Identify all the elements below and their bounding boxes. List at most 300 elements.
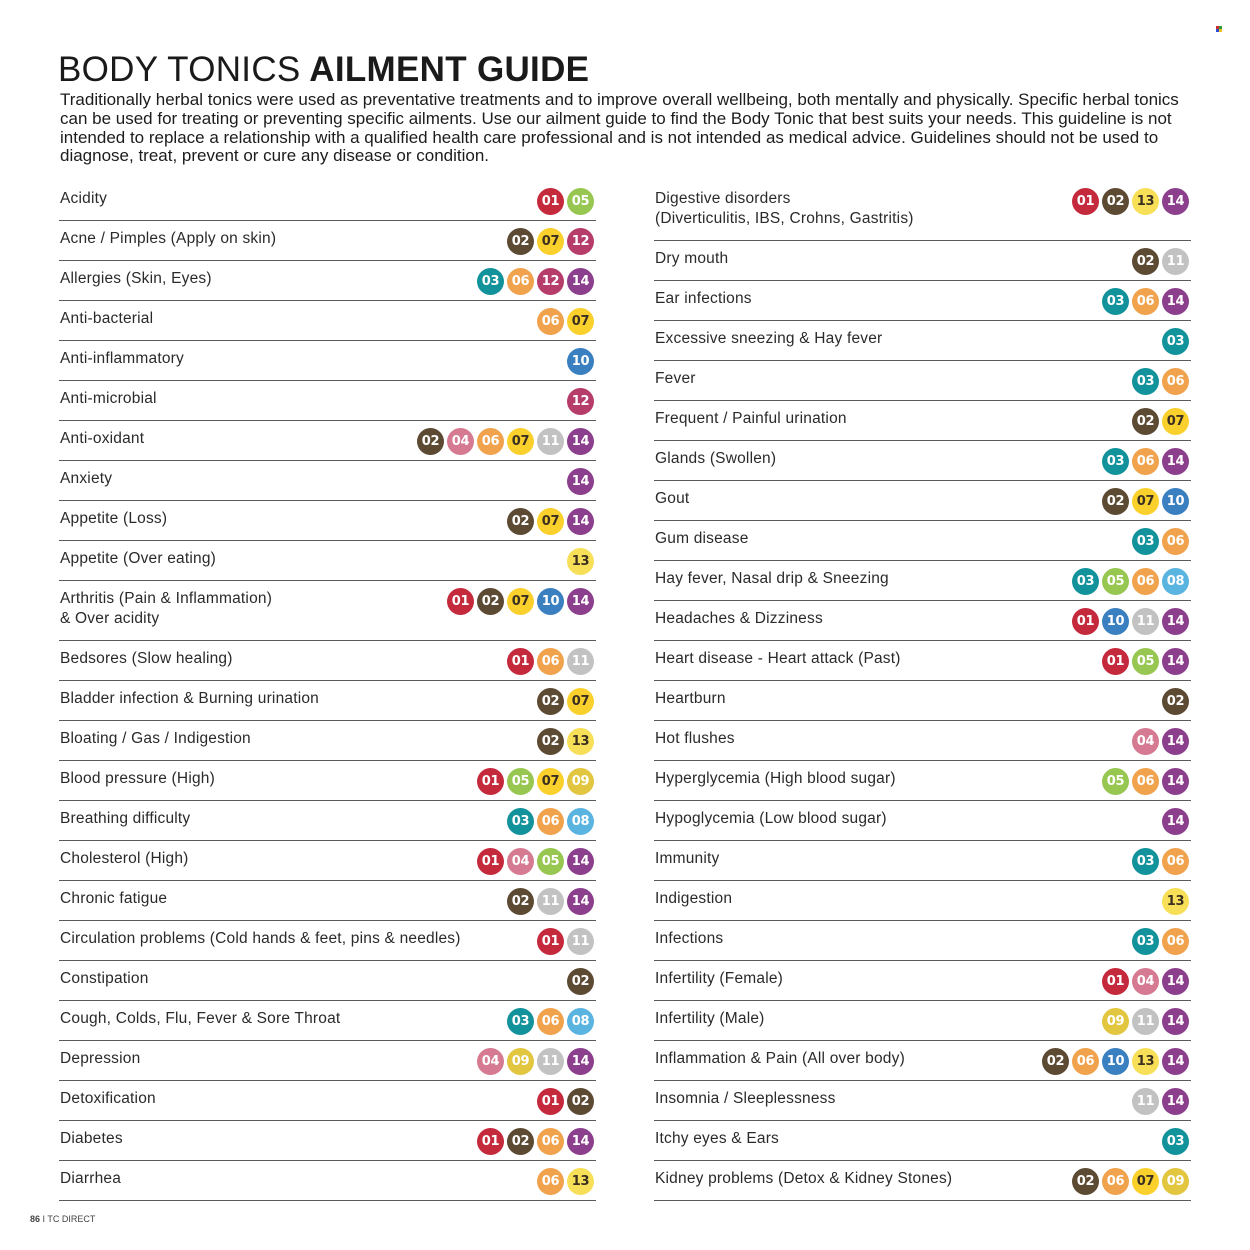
- ailment-label: [655, 769, 1055, 789]
- tonic-badges: [477, 848, 594, 875]
- ailment-label-line: Acne / Pimples (Apply on skin): [60, 230, 277, 247]
- tonic-badge: 01: [537, 188, 564, 215]
- ailment-row: [654, 1161, 1191, 1201]
- ailment-row: [59, 681, 596, 721]
- ailment-label-line: Frequent / Painful urination: [655, 410, 847, 427]
- ailment-row: [654, 761, 1191, 801]
- tonic-badge: 12: [567, 228, 594, 255]
- ailment-label-line: Heartburn: [655, 690, 726, 707]
- ailment-label: [655, 1129, 1055, 1149]
- tonic-badges: [1102, 768, 1189, 795]
- tonic-badges: [537, 1168, 594, 1195]
- tonic-badges: [537, 188, 594, 215]
- tonic-badge: 02: [537, 728, 564, 755]
- ailment-row: [59, 921, 596, 961]
- tonic-badge: 14: [567, 1048, 594, 1075]
- ailment-label-line: Appetite (Over eating): [60, 550, 217, 567]
- tonic-badges: [1162, 328, 1189, 355]
- tonic-badge: 08: [1162, 568, 1189, 595]
- tonic-badge: 11: [1132, 1088, 1159, 1115]
- ailment-row: [59, 801, 596, 841]
- tonic-badge: 06: [537, 308, 564, 335]
- tonic-badge: 03: [1102, 448, 1129, 475]
- tonic-badges: [1162, 888, 1189, 915]
- tonic-badges: [1102, 448, 1189, 475]
- tonic-badge: 01: [1102, 648, 1129, 675]
- ailment-label-line: Indigestion: [655, 890, 733, 907]
- tonic-badge: 14: [567, 848, 594, 875]
- ailment-label-line: Ear infections: [655, 290, 752, 307]
- ailment-row: [59, 461, 596, 501]
- tonic-badge: 06: [507, 268, 534, 295]
- tonic-badges: [1132, 248, 1189, 275]
- left-column: [59, 181, 596, 1201]
- tonic-badge: 06: [537, 648, 564, 675]
- ailment-label: [60, 589, 460, 629]
- tonic-badge: 01: [1102, 968, 1129, 995]
- ailment-label-line: Constipation: [60, 970, 149, 987]
- ailment-label: [60, 1129, 460, 1149]
- tonic-badge: 06: [1132, 568, 1159, 595]
- tonic-badges: [1162, 688, 1189, 715]
- ailment-row: [59, 841, 596, 881]
- tonic-badge: 07: [1132, 1168, 1159, 1195]
- ailment-label-line: Allergies (Skin, Eyes): [60, 270, 212, 287]
- ailment-label: [60, 1009, 460, 1029]
- tonic-badge: 14: [1162, 728, 1189, 755]
- tonic-badge: 03: [477, 268, 504, 295]
- ailment-row: [654, 921, 1191, 961]
- tonic-badge: 05: [1102, 768, 1129, 795]
- ailment-label: [60, 889, 460, 909]
- tonic-badges: [567, 348, 594, 375]
- tonic-badge: 06: [1162, 848, 1189, 875]
- ailment-label: [655, 529, 1055, 549]
- ailment-label-line: Dry mouth: [655, 250, 729, 267]
- tonic-badge: 08: [567, 1008, 594, 1035]
- ailment-label: [60, 549, 460, 569]
- tonic-badge: 02: [1042, 1048, 1069, 1075]
- tonic-badge: 11: [567, 928, 594, 955]
- tonic-badge: 07: [1132, 488, 1159, 515]
- ailment-label-line: Gum disease: [655, 530, 749, 547]
- tonic-badge: 02: [1072, 1168, 1099, 1195]
- tonic-badge: 14: [1162, 288, 1189, 315]
- ailment-label-line: Appetite (Loss): [60, 510, 168, 527]
- tonic-badges: [537, 308, 594, 335]
- ailment-row: [654, 1081, 1191, 1121]
- tonic-badge: 07: [1162, 408, 1189, 435]
- title-light: BODY TONICS: [58, 50, 301, 89]
- ailment-label: [60, 769, 460, 789]
- tonic-badge: 02: [1102, 488, 1129, 515]
- ailment-label-line: Bedsores (Slow healing): [60, 650, 233, 667]
- ailment-row: [59, 1041, 596, 1081]
- ailment-label-line: Kidney problems (Detox & Kidney Stones): [655, 1170, 953, 1187]
- tonic-badge: 01: [477, 768, 504, 795]
- ailment-row: [654, 881, 1191, 921]
- tonic-badges: [1132, 728, 1189, 755]
- ailment-label-line: Immunity: [655, 850, 720, 867]
- ailment-row: [59, 1121, 596, 1161]
- ailment-row: [654, 721, 1191, 761]
- tonic-badge: 03: [1102, 288, 1129, 315]
- tonic-badge: 07: [567, 308, 594, 335]
- tonic-badges: [507, 228, 594, 255]
- ailment-label: [655, 849, 1055, 869]
- tonic-badge: 03: [1162, 328, 1189, 355]
- ailment-row: [654, 241, 1191, 281]
- tonic-badge: 05: [537, 848, 564, 875]
- ailment-label: [60, 689, 460, 709]
- ailment-label-line: Blood pressure (High): [60, 770, 215, 787]
- corner-color-mark: [1216, 26, 1226, 34]
- ailment-row: [654, 681, 1191, 721]
- tonic-badges: [567, 548, 594, 575]
- ailment-row: [654, 601, 1191, 641]
- ailment-label: [655, 409, 1055, 429]
- tonic-badge: 14: [1162, 448, 1189, 475]
- ailment-label-line: Infertility (Male): [655, 1010, 765, 1027]
- ailment-row: [59, 881, 596, 921]
- ailment-label-line: Anti-inflammatory: [60, 350, 184, 367]
- tonic-badge: 06: [1162, 928, 1189, 955]
- tonic-badge: 13: [1132, 188, 1159, 215]
- ailment-row: [654, 1121, 1191, 1161]
- tonic-badge: 02: [1102, 188, 1129, 215]
- tonic-badge: 14: [1162, 768, 1189, 795]
- ailment-row: [654, 321, 1191, 361]
- tonic-badge: 14: [1162, 1088, 1189, 1115]
- ailment-label: [60, 189, 460, 209]
- tonic-badge: 06: [1162, 368, 1189, 395]
- tonic-badge: 07: [537, 508, 564, 535]
- ailment-label-line: Anti-microbial: [60, 390, 157, 407]
- ailment-label: [60, 849, 460, 869]
- tonic-badge: 04: [507, 848, 534, 875]
- ailment-row: [654, 1041, 1191, 1081]
- intro-paragraph: Traditionally herbal tonics were used as preventative treatments and to improve overall wellbeing, both mentally and physically. Specific herbal tonics can be used for treating or preventing specific ailments. Use our ailment guide to find the Body Tonic that best suits your needs. This guideline is not intended to replace a relationship with a qualified health care professional and is not intended as medical advice. Guidelines should not be used to diagnose, treat, prevent or cure any disease or condition.: [60, 90, 1179, 166]
- tonic-badge: 09: [507, 1048, 534, 1075]
- tonic-badges: [507, 808, 594, 835]
- tonic-badge: 13: [567, 1168, 594, 1195]
- ailment-label: [60, 1049, 460, 1069]
- ailment-label: [655, 569, 1055, 589]
- tonic-badge: 04: [1132, 968, 1159, 995]
- ailment-label-line: Hay fever, Nasal drip & Sneezing: [655, 570, 889, 587]
- tonic-badge: 03: [1132, 528, 1159, 555]
- page-title: [58, 50, 589, 90]
- tonic-badge: 11: [537, 1048, 564, 1075]
- tonic-badges: [477, 268, 594, 295]
- tonic-badge: 07: [567, 688, 594, 715]
- tonic-badge: 14: [1162, 608, 1189, 635]
- ailment-label-line: Acidity: [60, 190, 108, 207]
- tonic-badge: 02: [567, 1088, 594, 1115]
- ailment-row: [654, 641, 1191, 681]
- ailment-label-line: Digestive disorders: [655, 190, 791, 207]
- tonic-badges: [1132, 848, 1189, 875]
- tonic-badge: 07: [537, 768, 564, 795]
- ailment-row: [654, 481, 1191, 521]
- ailment-label: [60, 389, 460, 409]
- tonic-badge: 09: [567, 768, 594, 795]
- ailment-label: [60, 969, 460, 989]
- tonic-badge: 02: [477, 588, 504, 615]
- tonic-badge: 10: [567, 348, 594, 375]
- ailment-label: [655, 369, 1055, 389]
- page-footer: [30, 1214, 95, 1224]
- tonic-badge: 06: [1132, 768, 1159, 795]
- tonic-badges: [507, 888, 594, 915]
- tonic-badge: 14: [567, 588, 594, 615]
- tonic-badge: 14: [1162, 808, 1189, 835]
- ailment-row: [59, 581, 596, 641]
- tonic-badge: 09: [1162, 1168, 1189, 1195]
- tonic-badges: [1042, 1048, 1189, 1075]
- tonic-badge: 04: [1132, 728, 1159, 755]
- ailment-label-line: Infertility (Female): [655, 970, 784, 987]
- ailment-label-line-2: (Diverticulitis, IBS, Crohns, Gastritis): [655, 210, 914, 227]
- tonic-badge: 02: [1132, 248, 1159, 275]
- ailment-label-line: Bloating / Gas / Indigestion: [60, 730, 251, 747]
- ailment-label: [60, 1169, 460, 1189]
- tonic-badge: 10: [537, 588, 564, 615]
- tonic-badge: 01: [537, 1088, 564, 1115]
- tonic-badge: 02: [507, 888, 534, 915]
- ailment-label-line: Arthritis (Pain & Inflammation): [60, 590, 273, 607]
- tonic-badges: [567, 968, 594, 995]
- tonic-badge: 03: [507, 808, 534, 835]
- tonic-badge: 07: [507, 588, 534, 615]
- tonic-badges: [537, 688, 594, 715]
- tonic-badge: 14: [1162, 648, 1189, 675]
- ailment-label: [655, 929, 1055, 949]
- title-bold: AILMENT GUIDE: [309, 50, 590, 89]
- tonic-badges: [567, 388, 594, 415]
- ailment-row: [59, 761, 596, 801]
- ailment-row: [59, 1161, 596, 1201]
- ailment-label-line: Itchy eyes & Ears: [655, 1130, 780, 1147]
- tonic-badge: 01: [447, 588, 474, 615]
- ailment-row: [59, 181, 596, 221]
- ailment-label-line: Infections: [655, 930, 724, 947]
- ailment-row: [59, 301, 596, 341]
- ailment-row: [654, 801, 1191, 841]
- ailment-label: [655, 1169, 1055, 1189]
- ailment-label-line: Hot flushes: [655, 730, 735, 747]
- ailment-label-line: Diarrhea: [60, 1170, 122, 1187]
- ailment-label-line: Inflammation & Pain (All over body): [655, 1050, 905, 1067]
- tonic-badge: 06: [537, 808, 564, 835]
- tonic-badge: 03: [1132, 368, 1159, 395]
- page-number: 86: [30, 1214, 41, 1224]
- tonic-badge: 08: [567, 808, 594, 835]
- tonic-badge: 06: [1162, 528, 1189, 555]
- tonic-badge: 01: [477, 1128, 504, 1155]
- tonic-badge: 06: [1132, 288, 1159, 315]
- ailment-label: [60, 509, 460, 529]
- tonic-badges: [1102, 488, 1189, 515]
- tonic-badge: 03: [1132, 928, 1159, 955]
- ailment-label: [655, 609, 1055, 629]
- ailment-label-line: Chronic fatigue: [60, 890, 168, 907]
- tonic-badges: [1102, 1008, 1189, 1035]
- ailment-label: [655, 249, 1055, 269]
- ailment-label-line: Diabetes: [60, 1130, 123, 1147]
- tonic-badge: 14: [567, 268, 594, 295]
- tonic-badge: 14: [567, 468, 594, 495]
- tonic-badge: 01: [537, 928, 564, 955]
- tonic-badges: [1072, 568, 1189, 595]
- tonic-badges: [537, 728, 594, 755]
- ailment-label: [655, 329, 1055, 349]
- tonic-badge: 06: [537, 1128, 564, 1155]
- tonic-badge: 05: [1102, 568, 1129, 595]
- tonic-badges: [1102, 648, 1189, 675]
- tonic-badge: 12: [567, 388, 594, 415]
- tonic-badges: [447, 588, 594, 615]
- tonic-badge: 04: [477, 1048, 504, 1075]
- tonic-badge: 11: [537, 888, 564, 915]
- tonic-badge: 14: [1162, 968, 1189, 995]
- ailment-label: [655, 809, 1055, 829]
- tonic-badges: [537, 928, 594, 955]
- tonic-badge: 10: [1162, 488, 1189, 515]
- ailment-label: [655, 489, 1055, 509]
- tonic-badge: 13: [1132, 1048, 1159, 1075]
- ailment-label: [60, 269, 460, 289]
- tonic-badge: 05: [507, 768, 534, 795]
- ailment-row: [654, 281, 1191, 321]
- ailment-label-line: Glands (Swollen): [655, 450, 777, 467]
- tonic-badges: [1102, 288, 1189, 315]
- ailment-row: [654, 401, 1191, 441]
- tonic-badge: 11: [1132, 608, 1159, 635]
- tonic-badges: [1072, 1168, 1189, 1195]
- ailment-row: [654, 361, 1191, 401]
- tonic-badge: 03: [1132, 848, 1159, 875]
- tonic-badge: 09: [1102, 1008, 1129, 1035]
- ailment-label-line: Fever: [655, 370, 696, 387]
- tonic-badges: [567, 468, 594, 495]
- tonic-badge: 06: [1132, 448, 1159, 475]
- tonic-badge: 01: [477, 848, 504, 875]
- ailment-label: [60, 929, 460, 949]
- tonic-badge: 04: [447, 428, 474, 455]
- ailment-label: [60, 729, 460, 749]
- tonic-badge: 07: [537, 228, 564, 255]
- right-column: [654, 181, 1191, 1201]
- tonic-badge: 02: [567, 968, 594, 995]
- tonic-badge: 01: [1072, 188, 1099, 215]
- ailment-label: [60, 469, 460, 489]
- ailment-label-line: Depression: [60, 1050, 141, 1067]
- tonic-badge: 11: [567, 648, 594, 675]
- tonic-badge: 02: [417, 428, 444, 455]
- tonic-badge: 06: [1102, 1168, 1129, 1195]
- ailment-row: [654, 181, 1191, 241]
- tonic-badge: 01: [1072, 608, 1099, 635]
- tonic-badge: 14: [567, 508, 594, 535]
- tonic-badges: [1072, 188, 1189, 215]
- tonic-badge: 07: [507, 428, 534, 455]
- ailment-row: [59, 961, 596, 1001]
- tonic-badge: 01: [507, 648, 534, 675]
- ailment-row: [654, 841, 1191, 881]
- footer-separator: I: [42, 1214, 46, 1224]
- ailment-row: [654, 561, 1191, 601]
- ailment-label-line: Headaches & Dizziness: [655, 610, 823, 627]
- tonic-badge: 14: [1162, 1048, 1189, 1075]
- tonic-badge: 03: [1072, 568, 1099, 595]
- ailment-label: [655, 729, 1055, 749]
- tonic-badge: 05: [567, 188, 594, 215]
- tonic-badges: [1102, 968, 1189, 995]
- ailment-label-line: Excessive sneezing & Hay fever: [655, 330, 883, 347]
- ailment-label-line: Detoxification: [60, 1090, 156, 1107]
- tonic-badge: 11: [1162, 248, 1189, 275]
- ailment-row: [59, 341, 596, 381]
- ailment-row: [654, 961, 1191, 1001]
- ailment-label: [655, 969, 1055, 989]
- ailment-label-line: Cough, Colds, Flu, Fever & Sore Throat: [60, 1010, 341, 1027]
- ailment-label: [60, 649, 460, 669]
- ailment-label: [60, 229, 460, 249]
- tonic-badge: 13: [567, 728, 594, 755]
- ailment-label: [60, 349, 460, 369]
- tonic-badges: [507, 1008, 594, 1035]
- tonic-badge: 02: [537, 688, 564, 715]
- ailment-label: [60, 429, 460, 449]
- ailment-row: [654, 441, 1191, 481]
- tonic-badge: 14: [567, 428, 594, 455]
- tonic-badges: [477, 768, 594, 795]
- tonic-badge: 06: [477, 428, 504, 455]
- ailment-label-line: Circulation problems (Cold hands & feet, pins & needles): [60, 930, 461, 947]
- tonic-badges: [1132, 528, 1189, 555]
- footer-brand: TC DIRECT: [47, 1214, 96, 1224]
- ailment-label-line: Heart disease - Heart attack (Past): [655, 650, 901, 667]
- ailment-label-line: Breathing difficulty: [60, 810, 191, 827]
- ailment-row: [654, 521, 1191, 561]
- tonic-badge: 05: [1132, 648, 1159, 675]
- tonic-badges: [1162, 808, 1189, 835]
- tonic-badges: [507, 508, 594, 535]
- ailment-label: [60, 309, 460, 329]
- tonic-badge: 13: [1162, 888, 1189, 915]
- tonic-badge: 06: [537, 1168, 564, 1195]
- ailment-label: [655, 889, 1055, 909]
- ailment-row: [59, 541, 596, 581]
- ailment-label: [655, 689, 1055, 709]
- ailment-label: [655, 649, 1055, 669]
- tonic-badge: 03: [507, 1008, 534, 1035]
- ailment-label: [655, 1089, 1055, 1109]
- tonic-badge: 14: [1162, 1008, 1189, 1035]
- ailment-label: [60, 809, 460, 829]
- ailment-row: [59, 421, 596, 461]
- tonic-badges: [1132, 1088, 1189, 1115]
- ailment-row: [654, 1001, 1191, 1041]
- ailment-label: [60, 1089, 460, 1109]
- tonic-badge: 14: [567, 888, 594, 915]
- tonic-badge: 03: [1162, 1128, 1189, 1155]
- ailment-row: [59, 221, 596, 261]
- tonic-badge: 02: [507, 228, 534, 255]
- ailment-label-line: Insomnia / Sleeplessness: [655, 1090, 836, 1107]
- ailment-row: [59, 1001, 596, 1041]
